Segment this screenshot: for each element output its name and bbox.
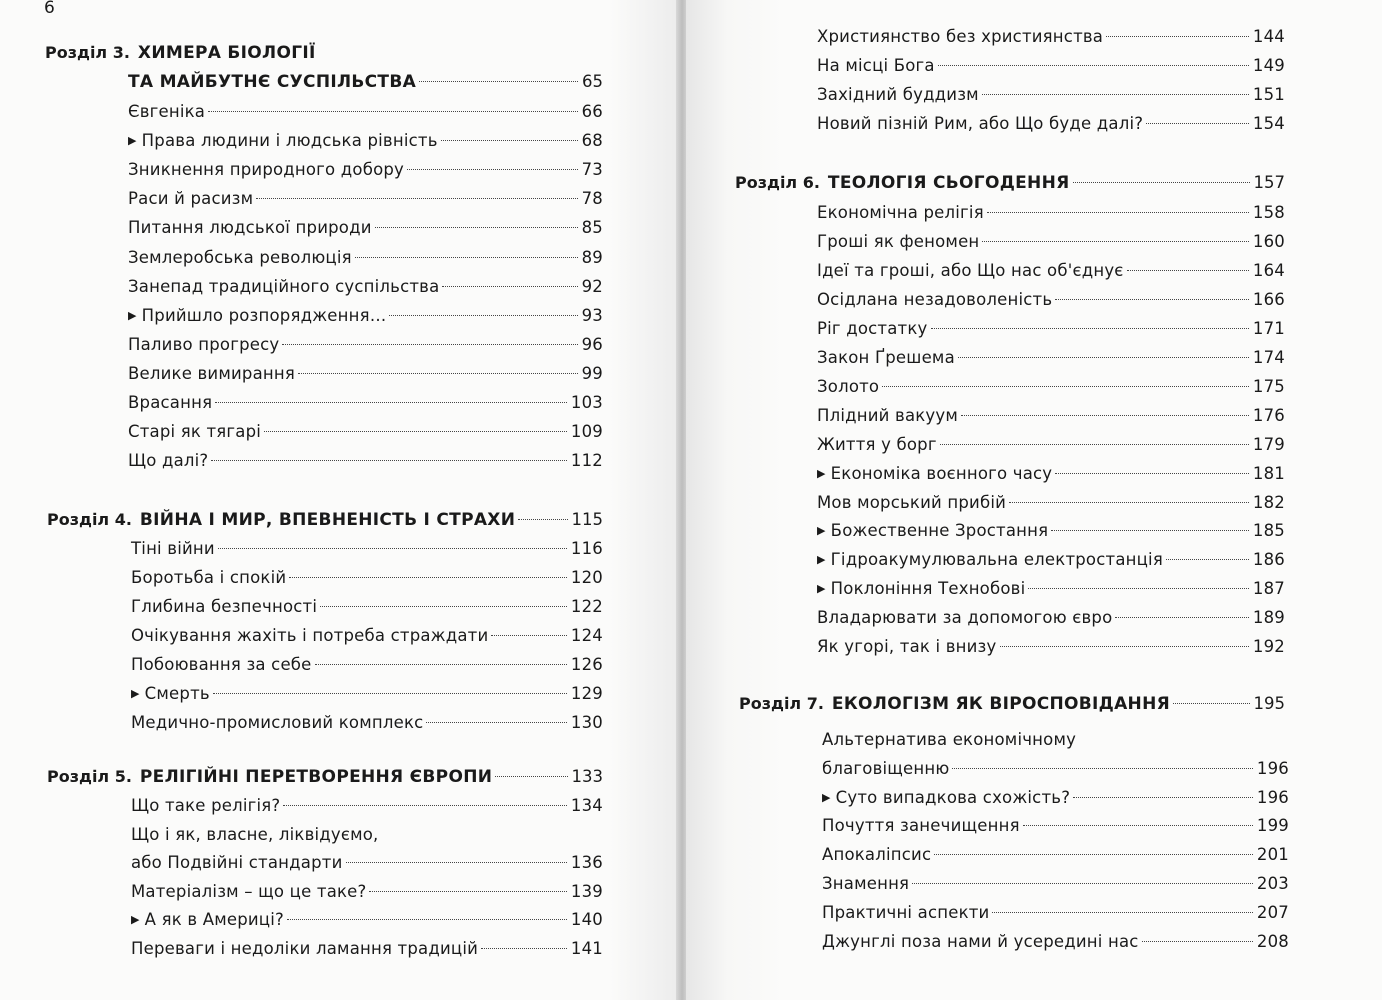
toc-entry-title: Суто випадкова схожість? [835,787,1071,807]
leader-dots [298,373,578,374]
chapter-label: Розділ 5. [47,767,132,786]
leader-dots [992,912,1252,913]
toc-entry-page: 174 [1252,347,1285,367]
toc-entry [131,791,603,820]
toc-entry-page: 126 [570,655,603,674]
toc-entry-page: 154 [1252,114,1285,134]
leader-dots [1173,703,1249,704]
toc-entry-title: Ріг достатку [817,318,928,338]
chapter-page: 157 [1253,173,1285,192]
leader-dots [952,768,1252,769]
triangle-marker-icon: ▶ [817,582,826,596]
toc-entry-page: 149 [1252,56,1285,76]
toc-entry [817,632,1285,661]
chapter-page: 133 [571,767,603,786]
toc-entry [817,343,1285,372]
toc-entry-title: Старі як тягарі [128,422,262,442]
toc-entry [817,401,1285,430]
toc-entry-title: Гроші як феномен [817,231,980,251]
leader-dots [1146,123,1249,124]
chapter-title: ТА МАЙБУТНЄ СУСПІЛЬСТВА [128,72,417,92]
toc-entry [817,80,1285,109]
toc-entry-title: Тіні війни [131,539,215,558]
toc-entry-page: 122 [570,597,603,616]
toc-entry [817,545,1285,574]
toc-entry [128,213,603,242]
leader-dots [407,169,578,170]
toc-entry-title: Зникнення природного добору [128,160,405,180]
toc-entry-title: Врасання [128,393,213,412]
toc-entry-title: Практичні аспекти [822,902,990,922]
toc-entry [128,97,603,126]
leader-dots [1051,530,1249,531]
chapter-title: РЕЛІГІЙНІ ПЕРЕТВОРЕННЯ ЄВРОПИ [139,767,493,787]
toc-entry-page: 181 [1252,463,1285,483]
toc-entry-page: 120 [570,568,603,587]
leader-dots [1073,182,1250,183]
toc-entry-title: Джунглі поза нами й усередині нас [822,931,1139,951]
toc-entry [131,877,603,906]
toc-entry [822,869,1289,898]
toc-entry-title: А як в Америці? [144,910,284,930]
toc-entry-title: Паливо прогресу [128,334,280,354]
toc-entry-page: 144 [1252,27,1285,46]
toc-entry-page: 109 [570,422,603,442]
toc-entry [817,603,1285,632]
leader-dots [940,444,1249,445]
toc-entry-title: Почуття занечищення [822,816,1020,836]
leader-dots [208,111,577,112]
toc-entry-page: 112 [570,451,603,471]
toc-entry-page: 171 [1252,318,1285,338]
toc-entry [131,848,603,877]
toc-entry-page: 175 [1252,376,1285,396]
toc-entry-page: 151 [1252,85,1285,105]
toc-entry [817,372,1285,401]
toc-entry [817,256,1285,285]
page-number: 6 [44,0,55,18]
leader-dots [426,722,567,723]
toc-entry-page: 189 [1252,608,1285,628]
toc-entry-page: 140 [570,910,603,930]
toc-entry-title: Очікування жахіть і потреба страждати [131,626,489,645]
toc-entry [128,243,603,272]
toc-entry [822,927,1289,956]
leader-dots [389,315,577,316]
toc-entry-page: 129 [570,684,603,703]
toc-entry-title: Переваги і недоліки ламання традицій [131,939,479,958]
chapter-page: 195 [1253,694,1285,713]
toc-entry [128,359,603,388]
leader-dots [320,606,567,607]
toc-entry-page: 68 [581,131,603,151]
toc-entry-page: 160 [1252,231,1285,251]
toc-entry-page: 158 [1252,203,1285,222]
toc-entry [822,783,1289,812]
toc-entry-title: Євгеніка [128,102,206,121]
leader-dots [256,198,577,199]
toc-entry-title: Новий пізній Рим, або Що буде далі? [817,114,1144,134]
toc-entry [131,592,603,621]
toc-entry-page: 208 [1256,931,1289,951]
toc-entry-title: Апокаліпсис [822,845,932,865]
toc-entry [128,184,603,213]
toc-entry [131,650,603,679]
leader-dots [1000,646,1249,647]
leader-dots [215,402,567,403]
leader-dots [1115,617,1249,618]
chapter-heading [735,168,1285,197]
leader-dots [495,776,567,777]
toc-entry-title: Життя у борг [817,434,937,454]
triangle-marker-icon: ▶ [817,553,826,567]
toc-entry-page: 187 [1252,579,1285,599]
toc-entry-title: Альтернатива економічному [822,730,1077,749]
leader-dots [1028,588,1249,589]
chapter-heading [45,38,545,67]
leader-dots [315,664,567,665]
toc-entry-page: 136 [570,853,603,873]
toc-entry-title: Гідроакумулювальна електростанція [830,550,1163,570]
toc-entry-title: Смерть [144,684,210,703]
leader-dots [982,94,1249,95]
leader-dots [982,241,1248,242]
toc-entry-page: 192 [1252,637,1285,657]
toc-entry-page: 73 [581,160,603,180]
chapter-heading [47,762,603,791]
toc-entry [822,754,1289,783]
toc-entry-page: 199 [1256,816,1289,836]
toc-entry [822,725,1289,754]
toc-entry-page: 103 [570,393,603,412]
toc-entry-title: Що таке релігія? [131,796,281,815]
toc-entry-page: 182 [1252,492,1285,512]
toc-entry [131,621,603,650]
toc-entry-title: Мов морський прибій [817,492,1007,512]
leader-dots [355,257,578,258]
leader-dots [375,227,578,228]
toc-entry-title: Поклоніння Технобові [830,579,1026,599]
toc-entry-page: 116 [570,539,603,558]
chapter-heading-cont [128,67,603,96]
leader-dots [1142,941,1253,942]
triangle-marker-icon: ▶ [128,134,137,148]
toc-entry [817,198,1285,227]
leader-dots [882,386,1249,387]
toc-entry-title: Християнство без християнства [817,27,1104,46]
toc-entry-title: Глибина безпечності [131,597,318,616]
leader-dots [1127,270,1249,271]
toc-entry [128,417,603,446]
leader-dots [211,460,567,461]
leader-dots [1073,797,1253,798]
toc-entry-title: Божественне Зростання [830,521,1049,541]
toc-entry-page: 196 [1256,787,1289,807]
toc-entry [128,301,603,330]
toc-entry [817,285,1285,314]
toc-entry [817,51,1285,80]
leader-dots [264,431,567,432]
chapter-page: 115 [571,510,603,529]
toc-entry-title: Землеробська революція [128,247,352,267]
chapter-title: ТЕОЛОГІЯ СЬОГОДЕННЯ [827,173,1070,193]
toc-entry [131,820,603,849]
toc-entry-page: 89 [581,247,603,267]
toc-entry [128,446,603,475]
leader-dots [934,854,1253,855]
leader-dots [1023,825,1253,826]
toc-entry-title: Владарювати за допомогою євро [817,608,1113,628]
toc-entry-title: Знамення [822,874,910,893]
toc-entry-page: 99 [581,363,603,383]
leader-dots [283,805,567,806]
toc-entry [817,314,1285,343]
toc-entry-title: Медично-промисловий комплекс [131,713,424,732]
leader-dots [1055,473,1249,474]
toc-entry [817,459,1285,488]
leader-dots [369,891,566,892]
leader-dots [287,919,567,920]
toc-entry-title: благовіщенню [822,758,950,778]
triangle-marker-icon: ▶ [128,308,137,322]
leader-dots [961,415,1249,416]
toc-entry-title: Закон Ґрешема [817,347,955,367]
toc-entry-page: 134 [570,796,603,815]
toc-entry [128,155,603,184]
chapter-page: 65 [582,72,603,91]
leader-dots [218,548,567,549]
toc-entry [128,126,603,155]
leader-dots [1055,299,1249,300]
toc-entry-title: або Подвійні стандарти [131,853,343,873]
leader-dots [1106,36,1249,37]
toc-entry [817,22,1285,51]
toc-entry [817,488,1285,517]
toc-entry [131,563,603,592]
toc-entry-page: 185 [1252,521,1285,541]
triangle-marker-icon: ▶ [817,466,826,480]
triangle-marker-icon: ▶ [131,687,140,700]
toc-entry-page: 196 [1256,758,1289,778]
leader-dots [441,140,578,141]
toc-entry-title: Що і як, власне, ліквідуємо, [131,824,379,844]
toc-entry-title: Питання людської природи [128,218,372,238]
toc-entry-page: 92 [581,276,603,296]
chapter-label: Розділ 3. [45,43,130,62]
leader-dots [346,862,567,863]
leader-dots [282,344,577,345]
chapter-heading [47,505,603,534]
triangle-marker-icon: ▶ [817,524,826,538]
toc-entry-title: На місці Бога [817,56,935,76]
chapter-label: Розділ 6. [735,173,820,192]
toc-entry-title: Прийшло розпорядження… [141,305,387,325]
leader-dots [518,519,567,520]
toc-entry-page: 124 [570,626,603,645]
toc-entry [131,708,603,737]
toc-entry [817,574,1285,603]
leader-dots [938,65,1249,66]
toc-entry-page: 130 [570,713,603,732]
leader-dots [419,81,578,82]
chapter-heading [739,689,1285,718]
toc-entry-title: Економіка воєнного часу [830,463,1053,483]
triangle-marker-icon: ▶ [131,913,140,927]
leader-dots [213,693,567,694]
toc-entry-page: 164 [1252,260,1285,280]
leader-dots [912,883,1253,884]
toc-entry [131,934,603,963]
leader-dots [1166,559,1249,560]
triangle-marker-icon: ▶ [822,790,831,804]
toc-entry-page: 203 [1256,874,1289,893]
toc-entry [822,811,1289,840]
chapter-title: ЕКОЛОГІЗМ ЯК ВІРОСПОВІДАННЯ [831,694,1171,714]
toc-entry [131,905,603,934]
leader-dots [931,328,1249,329]
leader-dots [481,948,567,949]
toc-entry [817,109,1285,138]
toc-entry [822,840,1289,869]
toc-entry-page: 96 [581,334,603,354]
toc-entry-page: 85 [581,218,603,238]
leader-dots [289,577,567,578]
toc-entry-page: 166 [1252,289,1285,309]
toc-entry-page: 201 [1256,845,1289,865]
toc-entry-title: Як угорі, так і внизу [817,637,997,657]
toc-entry [817,227,1285,256]
toc-entry [817,430,1285,459]
toc-entry-title: Боротьба і спокій [131,568,287,587]
toc-entry-title: Занепад традиційного суспільства [128,276,440,296]
toc-entry-title: Ідеї та гроші, або Що нас об'єднує [817,260,1124,280]
chapter-label: Розділ 7. [739,694,824,713]
leader-dots [987,212,1249,213]
toc-entry-page: 139 [570,881,603,901]
toc-entry [131,679,603,708]
toc-entry-page: 176 [1252,405,1285,425]
toc-entry-title: Осідлана незадоволеність [817,289,1053,309]
toc-entry [128,388,603,417]
toc-entry-title: Що далі? [128,451,209,471]
chapter-title: ХИМЕРА БІОЛОГІЇ [137,43,316,63]
toc-entry-page: 141 [570,939,603,958]
toc-entry-title: Велике вимирання [128,363,296,383]
toc-entry-page: 78 [581,189,603,209]
toc-entry [128,272,603,301]
toc-entry [822,898,1289,927]
toc-entry-title: Раси й расизм [128,189,254,209]
leader-dots [442,286,577,287]
toc-entry-page: 66 [581,102,603,121]
toc-entry-page: 179 [1252,434,1285,454]
toc-entry-title: Західний буддизм [817,85,979,105]
toc-entry-title: Плідний вакуум [817,405,959,425]
toc-entry [817,516,1285,545]
leader-dots [958,357,1249,358]
chapter-title: ВІЙНА І МИР, ВПЕВНЕНІСТЬ І СТРАХИ [139,510,516,530]
toc-entry [131,534,603,563]
leader-dots [1009,502,1249,503]
toc-entry [128,330,603,359]
toc-entry-title: Економічна релігія [817,203,984,222]
toc-entry-page: 93 [581,305,603,325]
leader-dots [491,635,567,636]
toc-entry-title: Побоювання за себе [131,655,312,674]
toc-entry-title: Матеріалізм – що це таке? [131,881,367,901]
chapter-label: Розділ 4. [47,510,132,529]
toc-entry-page: 207 [1256,902,1289,922]
toc-entry-title: Права людини і людська рівність [141,131,438,151]
toc-entry-page: 186 [1252,550,1285,570]
toc-entry-title: Золото [817,376,880,396]
